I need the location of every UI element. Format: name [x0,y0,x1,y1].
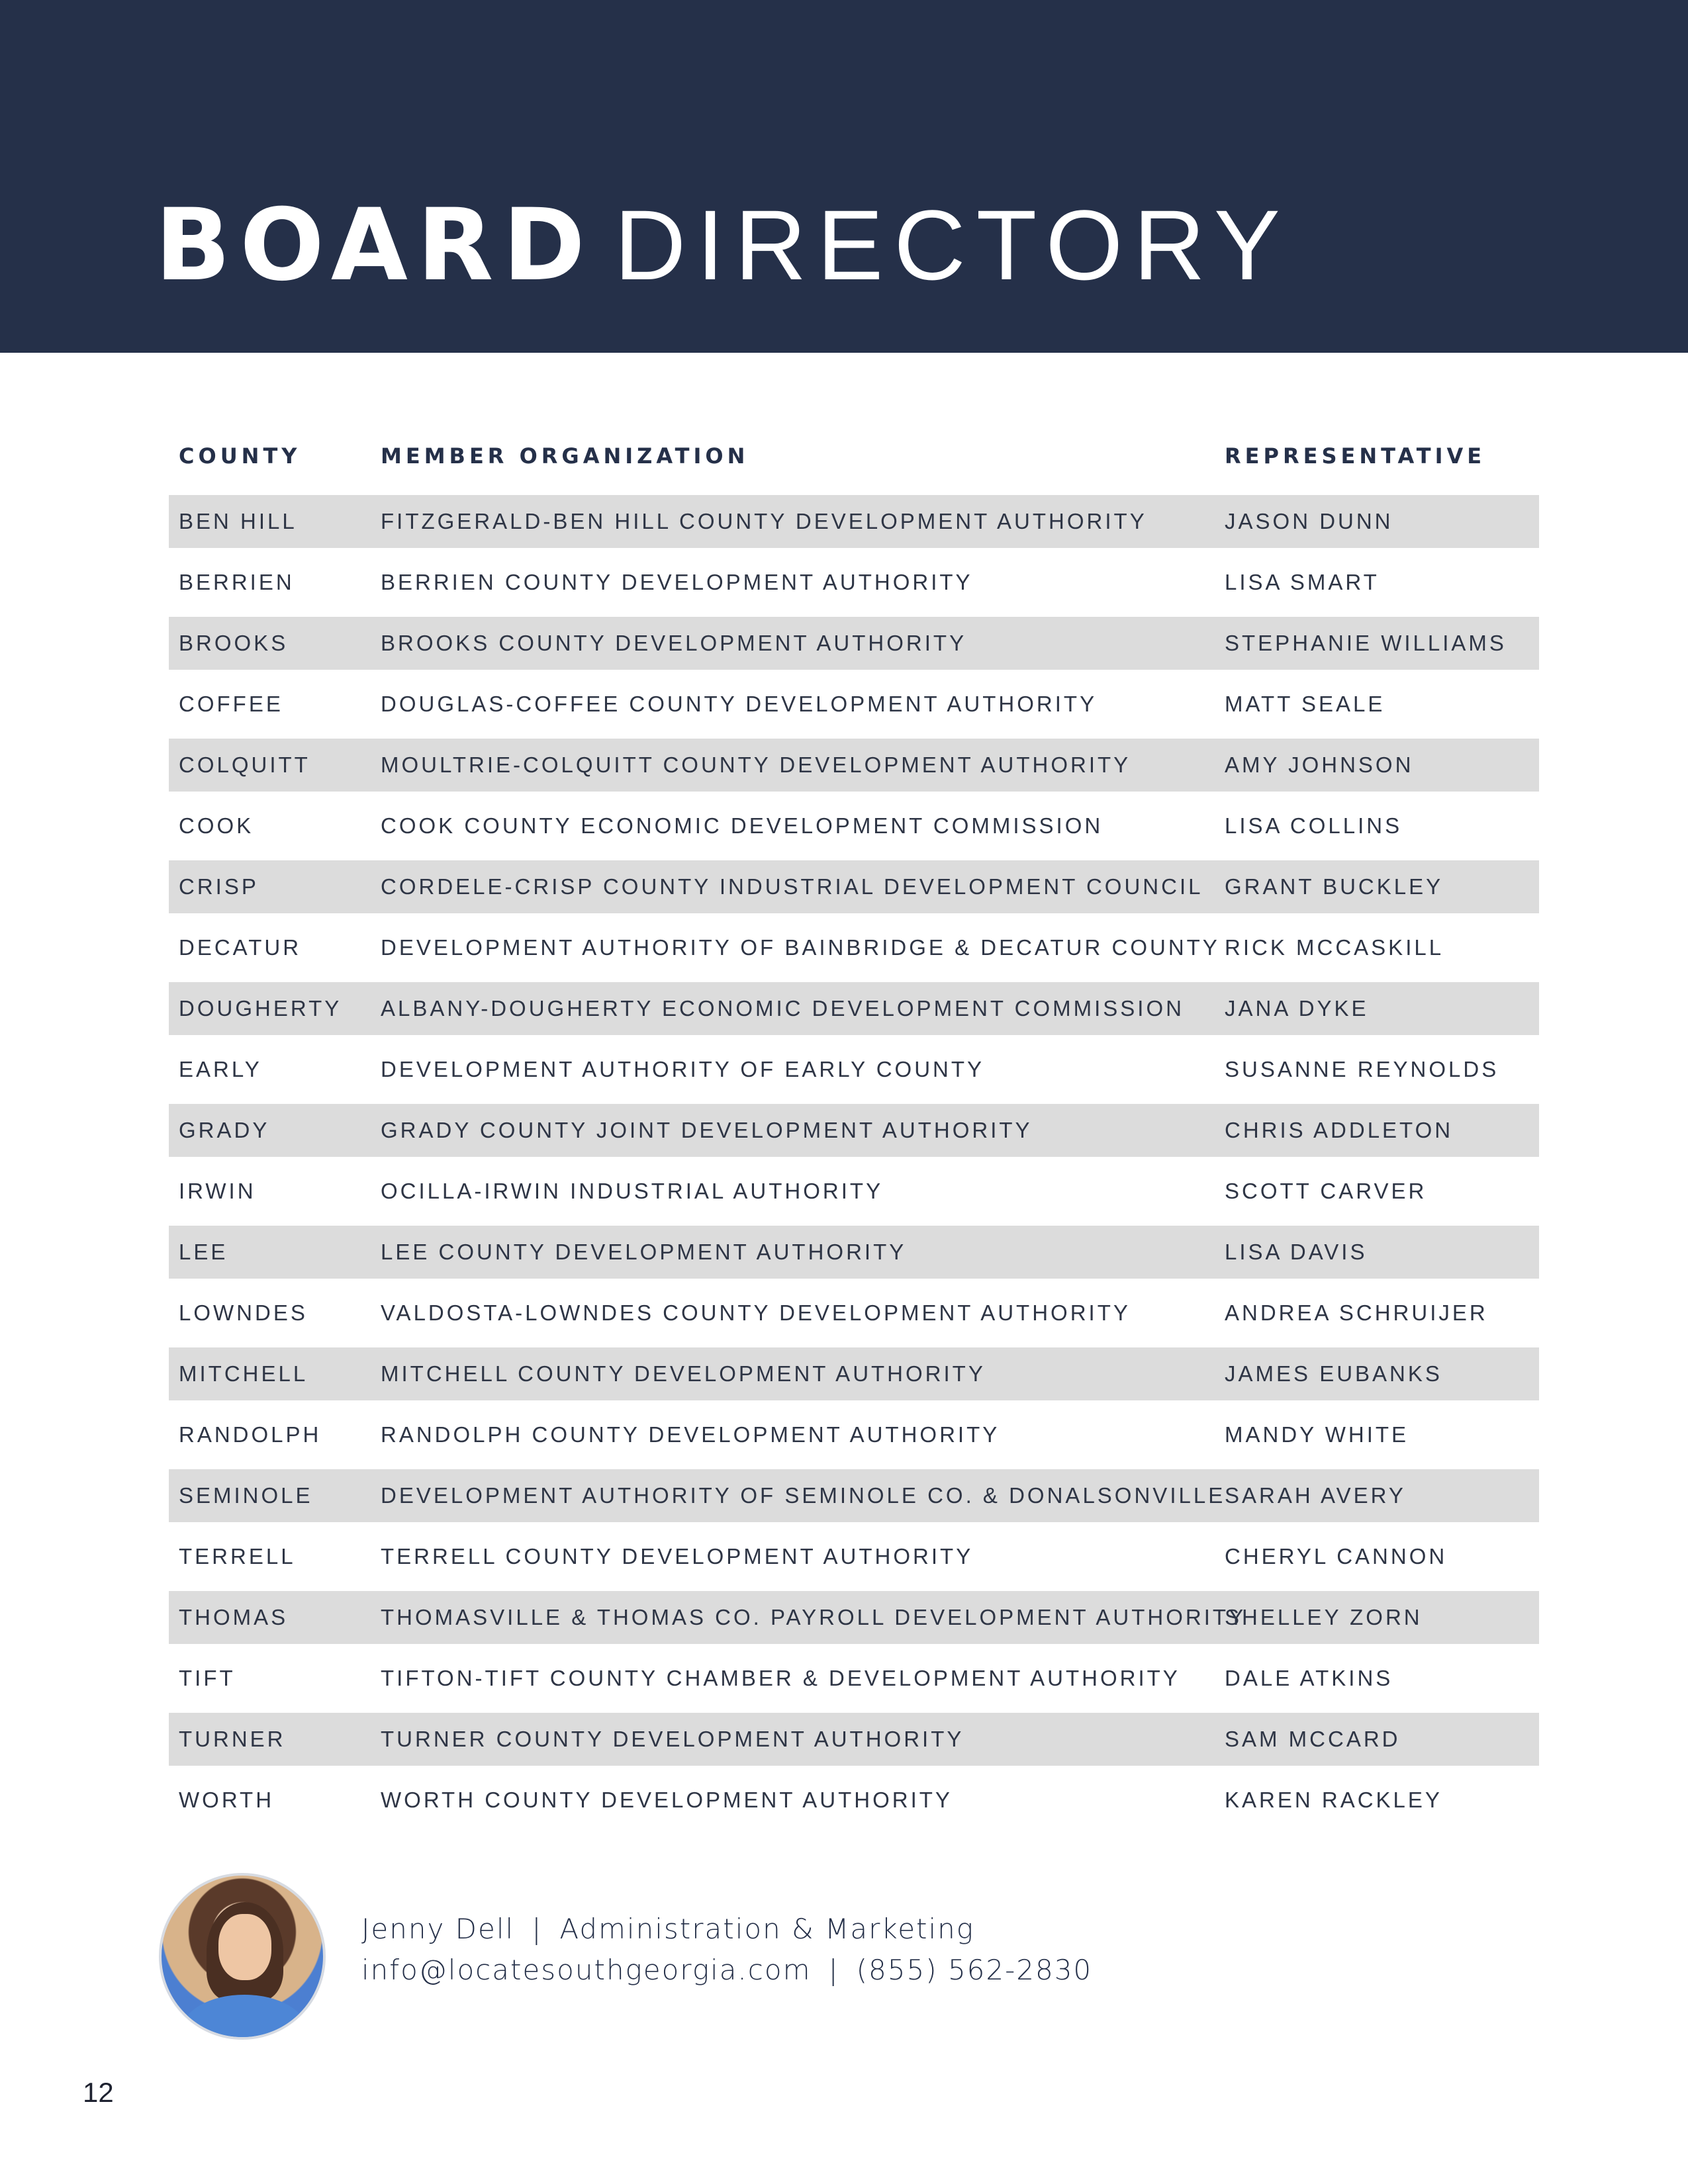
table-row [169,1039,1539,1100]
cell-representative: JANA DYKE [1225,996,1369,1021]
cell-representative: MATT SEALE [1225,692,1385,716]
cell-organization: TURNER COUNTY DEVELOPMENT AUTHORITY [381,1727,964,1751]
cell-county: SEMINOLE [179,1483,313,1508]
cell-county: LOWNDES [179,1300,308,1325]
table-row [169,1526,1539,1587]
table-row [169,1469,1539,1522]
avatar-face [218,1914,271,1980]
column-header-county: COUNTY [179,443,301,469]
contact-role: Administration & Marketing [559,1913,975,1945]
cell-organization: MITCHELL COUNTY DEVELOPMENT AUTHORITY [381,1361,986,1386]
cell-organization: WORTH COUNTY DEVELOPMENT AUTHORITY [381,1788,953,1812]
cell-representative: JASON DUNN [1225,509,1393,533]
cell-organization: RANDOLPH COUNTY DEVELOPMENT AUTHORITY [381,1422,1000,1447]
contact-name-role [361,1913,974,1945]
cell-representative: SAM MCCARD [1225,1727,1401,1751]
cell-organization: DOUGLAS-COFFEE COUNTY DEVELOPMENT AUTHORITY [381,692,1098,716]
cell-representative: SHELLEY ZORN [1225,1605,1423,1629]
cell-county: CRISP [179,874,259,899]
column-header-representative: REPRESENTATIVE [1225,443,1486,469]
cell-representative: CHRIS ADDLETON [1225,1118,1454,1142]
table-row [169,1347,1539,1400]
cell-representative: AMY JOHNSON [1225,752,1414,777]
cell-organization: GRADY COUNTY JOINT DEVELOPMENT AUTHORITY [381,1118,1033,1142]
table-row [169,1104,1539,1157]
cell-organization: TERRELL COUNTY DEVELOPMENT AUTHORITY [381,1544,974,1569]
cell-representative: SUSANNE REYNOLDS [1225,1057,1499,1081]
cell-county: THOMAS [179,1605,289,1629]
cell-organization: BERRIEN COUNTY DEVELOPMENT AUTHORITY [381,570,973,594]
table-row [169,1404,1539,1465]
cell-organization: FITZGERALD-BEN HILL COUNTY DEVELOPMENT AUTHORITY [381,509,1147,533]
cell-county: RANDOLPH [179,1422,322,1447]
cell-organization: VALDOSTA-LOWNDES COUNTY DEVELOPMENT AUTHORITY [381,1300,1131,1325]
cell-representative: STEPHANIE WILLIAMS [1225,631,1507,655]
table-body [169,495,1539,1831]
table-row [169,1226,1539,1279]
contact-name: Jenny Dell [361,1913,515,1945]
cell-county: IRWIN [179,1179,256,1203]
cell-organization: COOK COUNTY ECONOMIC DEVELOPMENT COMMISSION [381,813,1103,838]
contact-phone[interactable]: (855) 562-2830 [856,1954,1093,1986]
cell-county: COLQUITT [179,752,310,777]
cell-representative: GRANT BUCKLEY [1225,874,1444,899]
cell-county: BROOKS [179,631,289,655]
contact-card [159,1873,1093,2045]
table-row [169,674,1539,735]
table-row [169,917,1539,978]
table-row [169,1770,1539,1831]
title-light: DIRECTORY [614,189,1291,300]
cell-organization: THOMASVILLE & THOMAS CO. PAYROLL DEVELOPMENT AUTHORITY [381,1605,1246,1629]
cell-county: MITCHELL [179,1361,308,1386]
cell-county: TURNER [179,1727,286,1751]
contact-email-phone [361,1954,1092,1986]
cell-county: LEE [179,1240,228,1264]
cell-representative: KAREN RACKLEY [1225,1788,1442,1812]
cell-representative: LISA DAVIS [1225,1240,1368,1264]
table-row [169,495,1539,548]
page-number: 12 [83,2077,114,2108]
cell-organization: DEVELOPMENT AUTHORITY OF EARLY COUNTY [381,1057,985,1081]
cell-county: COFFEE [179,692,283,716]
cell-representative: JAMES EUBANKS [1225,1361,1442,1386]
cell-organization: LEE COUNTY DEVELOPMENT AUTHORITY [381,1240,907,1264]
cell-organization: BROOKS COUNTY DEVELOPMENT AUTHORITY [381,631,967,655]
cell-representative: RICK MCCASKILL [1225,935,1444,960]
table-row [169,739,1539,792]
cell-organization: DEVELOPMENT AUTHORITY OF BAINBRIDGE & DECATUR COUNTY [381,935,1220,960]
cell-representative: ANDREA SCHRUIJER [1225,1300,1488,1325]
table-row [169,1591,1539,1644]
cell-representative: MANDY WHITE [1225,1422,1409,1447]
table-row [169,860,1539,913]
cell-county: GRADY [179,1118,270,1142]
cell-organization: CORDELE-CRISP COUNTY INDUSTRIAL DEVELOPMENT COUNCIL [381,874,1203,899]
cell-representative: SARAH AVERY [1225,1483,1406,1508]
cell-county: COOK [179,813,254,838]
avatar [159,1873,326,2040]
column-header-organization: MEMBER ORGANIZATION [381,443,749,469]
directory-table [169,430,1539,1831]
cell-county: BEN HILL [179,509,297,533]
cell-representative: DALE ATKINS [1225,1666,1393,1690]
table-row [169,796,1539,856]
cell-county: TERRELL [179,1544,296,1569]
header-banner [0,0,1688,353]
cell-organization: ALBANY-DOUGHERTY ECONOMIC DEVELOPMENT COMMISSION [381,996,1184,1021]
table-row [169,1713,1539,1766]
contact-email[interactable]: info@locatesouthgeorgia.com [361,1954,812,1986]
cell-county: DOUGHERTY [179,996,342,1021]
table-row [169,1283,1539,1343]
title-bold: BOARD [155,188,594,303]
table-row [169,617,1539,670]
avatar-body [181,1995,307,2040]
cell-representative: SCOTT CARVER [1225,1179,1427,1203]
cell-representative: LISA SMART [1225,570,1380,594]
separator: | [828,1954,839,1986]
cell-county: TIFT [179,1666,236,1690]
cell-representative: CHERYL CANNON [1225,1544,1448,1569]
table-row [169,982,1539,1035]
table-header [169,430,1539,491]
cell-organization: DEVELOPMENT AUTHORITY OF SEMINOLE CO. & DONALSONVILLE [381,1483,1226,1508]
cell-organization: TIFTON-TIFT COUNTY CHAMBER & DEVELOPMENT AUTHORITY [381,1666,1180,1690]
cell-representative: LISA COLLINS [1225,813,1403,838]
cell-county: DECATUR [179,935,302,960]
cell-organization: MOULTRIE-COLQUITT COUNTY DEVELOPMENT AUTHORITY [381,752,1131,777]
cell-county: EARLY [179,1057,262,1081]
table-row [169,1648,1539,1709]
separator: | [532,1913,543,1945]
table-row [169,552,1539,613]
cell-county: WORTH [179,1788,275,1812]
cell-organization: OCILLA-IRWIN INDUSTRIAL AUTHORITY [381,1179,884,1203]
cell-county: BERRIEN [179,570,295,594]
page-title [155,179,1291,311]
table-row [169,1161,1539,1222]
